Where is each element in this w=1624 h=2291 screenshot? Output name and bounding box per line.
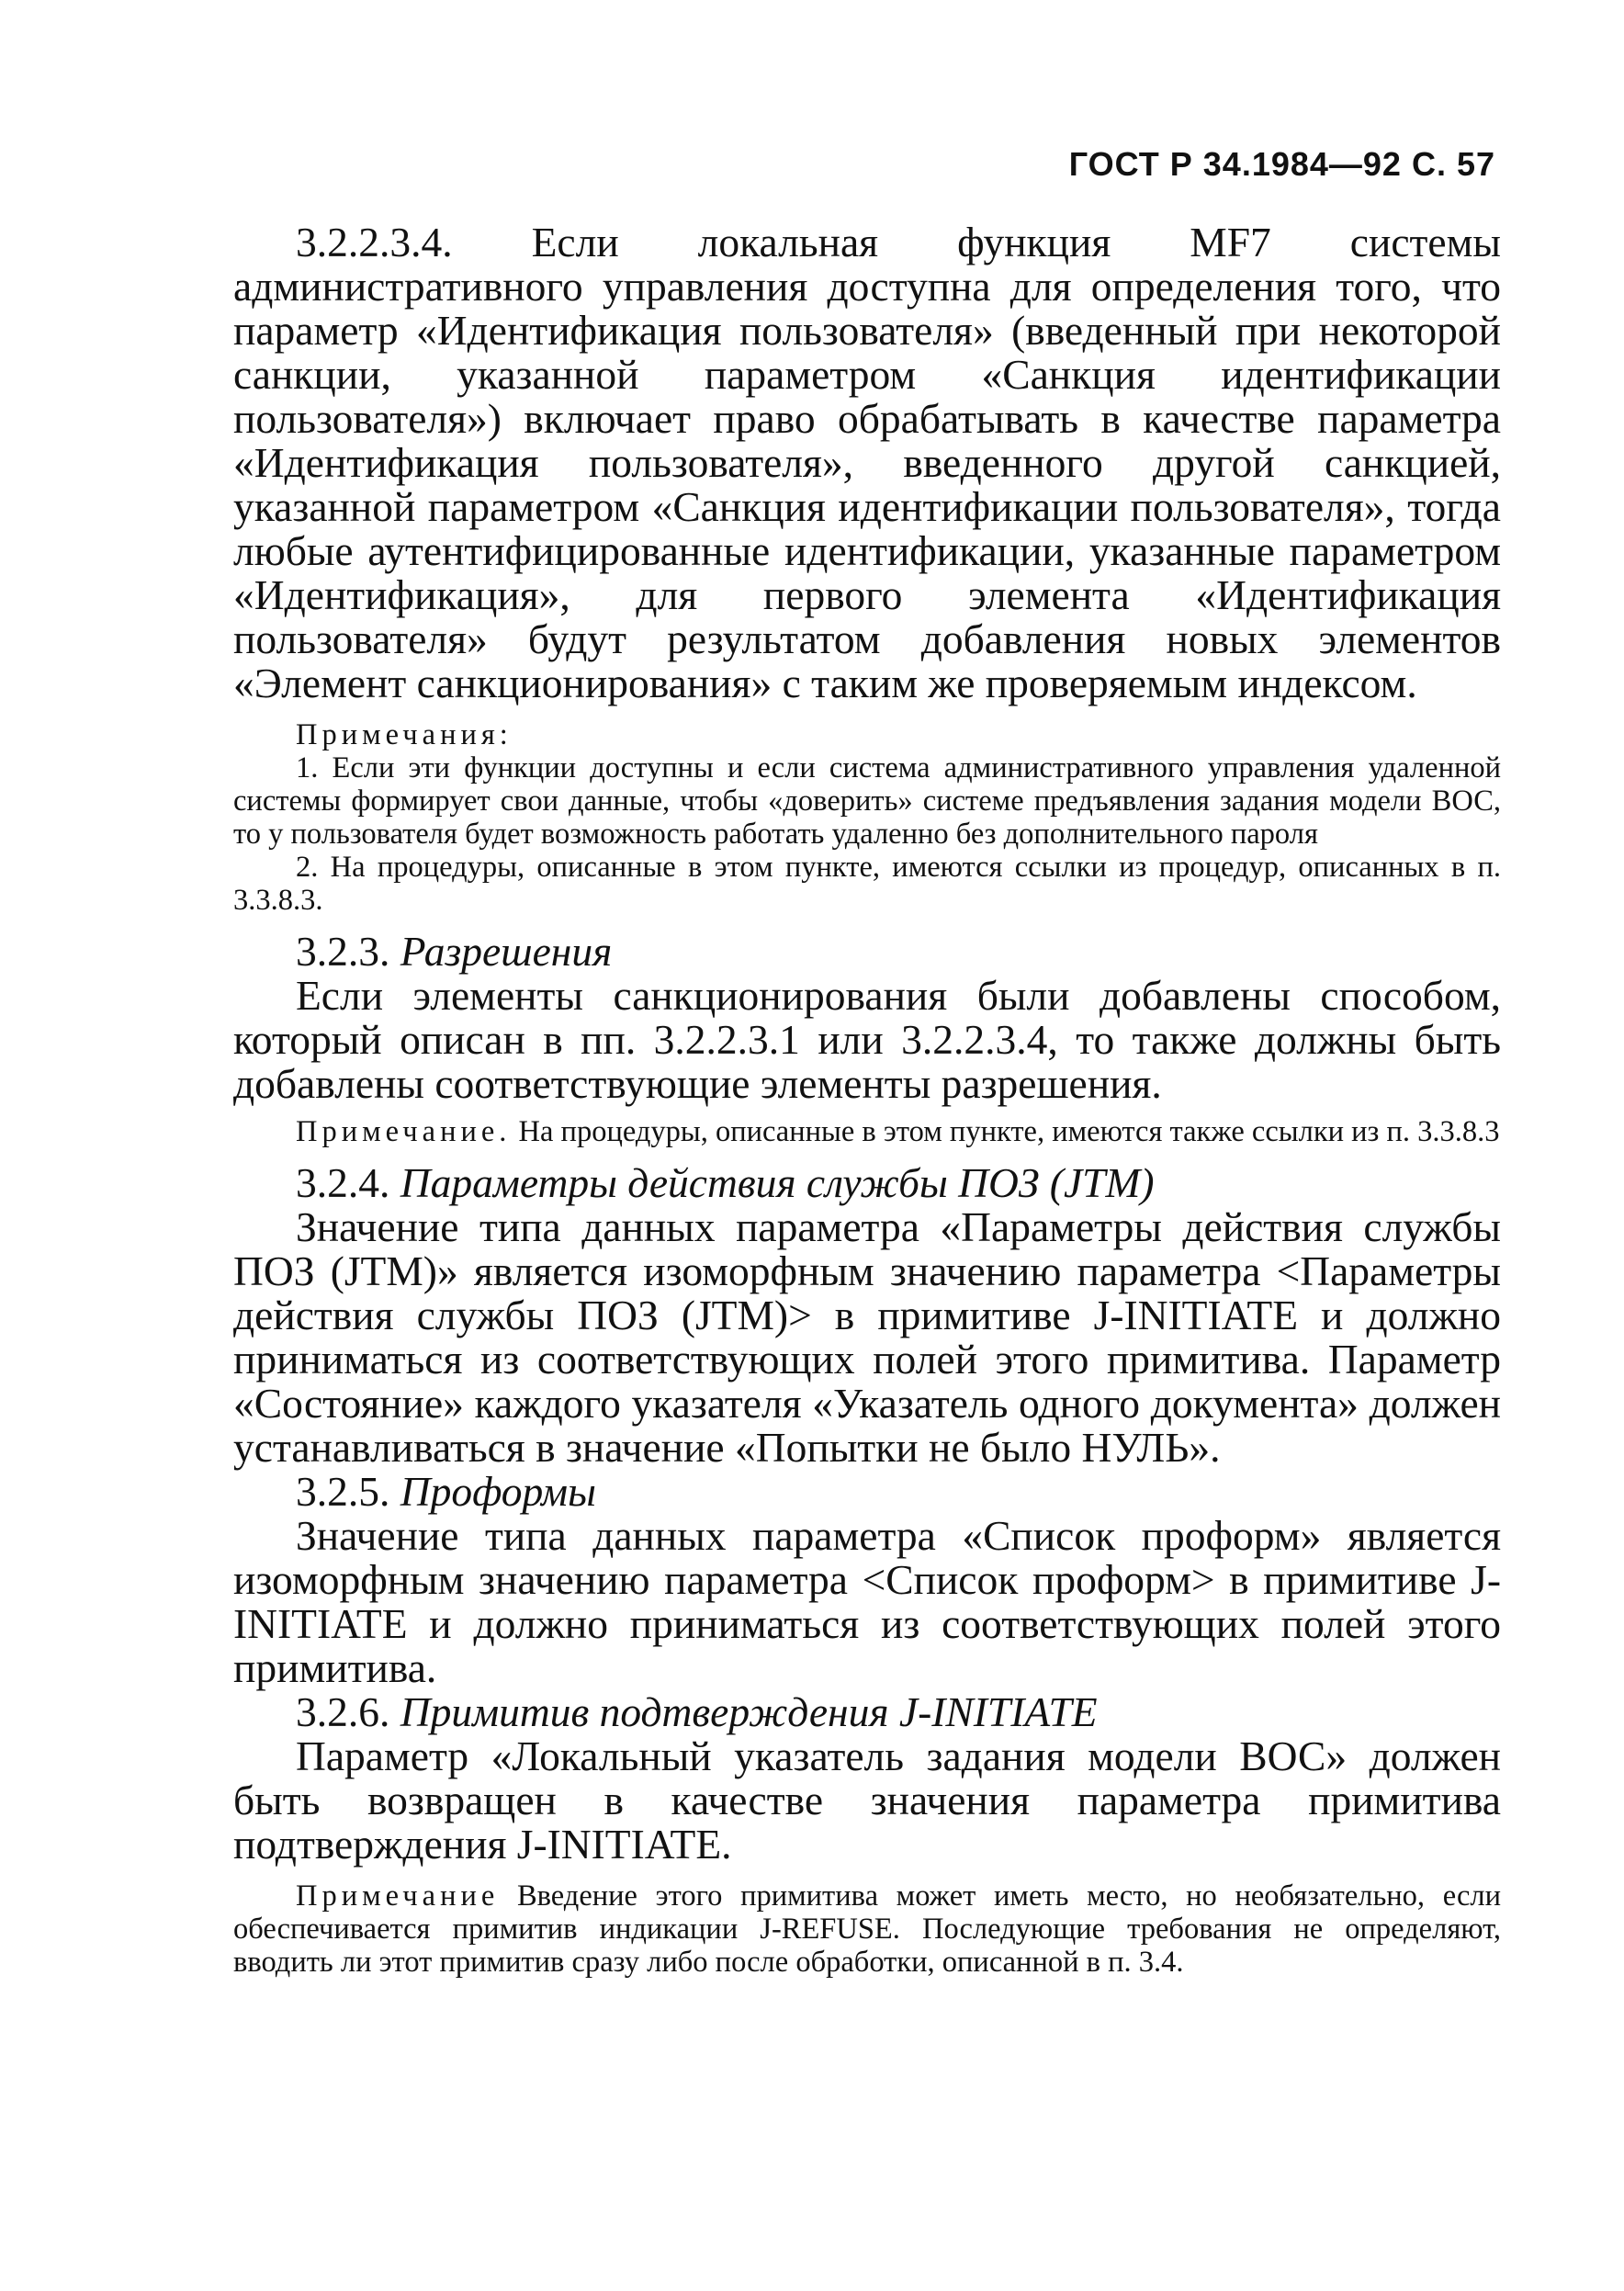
note-1: 1. Если эти функции доступны и если система административного управления удаленной системы формирует свои данные, чтобы «доверить» системе предъявления задания модели ВОС, то у пользователя будет возможность работать удаленно без дополнительного пароля bbox=[233, 751, 1501, 851]
paragraph-3-2-5: Значение типа данных параметра «Список проформ» является изоморфным значению параметра <Список проформ> в примитиве J-INITIATE и должно приниматься из соответствующих полей этого примитива. bbox=[233, 1512, 1501, 1691]
section-number: 3.2.4. bbox=[296, 1159, 390, 1206]
notes-label-text: Примечания: bbox=[296, 718, 513, 751]
section-title: Разрешения bbox=[400, 928, 613, 975]
notes-label bbox=[233, 718, 1501, 751]
section-title: Примитив подтверждения J-INITIATE bbox=[400, 1688, 1098, 1735]
section-heading-3-2-6 bbox=[233, 1690, 1501, 1734]
paragraph-3-2-6: Параметр «Локальный указатель задания модели ВОС» должен быть возвращен в качестве значения параметра примитива подтверждения J-INITIATE. bbox=[233, 1732, 1501, 1868]
note-3-2-3 bbox=[233, 1115, 1501, 1148]
section-heading-3-2-5 bbox=[233, 1470, 1501, 1514]
note-text: На процедуры, описанные в этом пункте, имеются также ссылки из п. 3.3.8.3 bbox=[518, 1115, 1500, 1148]
section-title: Проформы bbox=[400, 1468, 596, 1515]
section-number: 3.2.3. bbox=[296, 928, 390, 975]
paragraph-3-2-4: Значение типа данных параметра «Параметры действия службы ПОЗ (JTM)» является изоморфным значению параметра <Параметры действия службы ПОЗ (JTM)> в примитиве J-INITIATE и должно приниматься из соответствующих полей этого примитива. Параметр «Состояние» каждого указателя «Указатель одного документа» должен устанавливаться в значение «Попытки не было НУЛЬ». bbox=[233, 1203, 1501, 1471]
note-text: Введение этого примитива может иметь место, но необязательно, если обеспечивается примитив индикации J-REFUSE. Последующие требования не определяют, вводить ли этот примитив сразу либо после обработки, описанной в п. 3.4. bbox=[233, 1879, 1502, 1979]
section-heading-3-2-4 bbox=[233, 1161, 1501, 1205]
section-heading-3-2-3 bbox=[233, 930, 1501, 974]
section-number: 3.2.6. bbox=[296, 1688, 390, 1735]
note-label: Примечание bbox=[296, 1879, 500, 1913]
note-2: 2. На процедуры, описанные в этом пункте, имеются ссылки из процедур, описанных в п. 3.3.8.3. bbox=[233, 851, 1501, 917]
paragraph-3-2-3: Если элементы санкционирования были добавлены способом, который описан в пп. 3.2.2.3.1 или 3.2.2.3.4, то также должны быть добавлены соответствующие элементы разрешения. bbox=[233, 972, 1501, 1107]
page-header: ГОСТ Р 34.1984—92 С. 57 bbox=[1068, 145, 1495, 183]
note-3-2-6 bbox=[233, 1879, 1501, 1979]
note-label: Примечание. bbox=[296, 1115, 512, 1148]
section-number: 3.2.5. bbox=[296, 1468, 390, 1515]
paragraph-3-2-2-3-4: 3.2.2.3.4. Если локальная функция MF7 системы административного управления доступна для определения того, что параметр «Идентификация пользователя» (введенный при некоторой санкции, указанной параметром «Санкция идентификации пользователя») включает право обрабатывать в качестве параметра «Идентификация пользователя», введенного другой санкцией, указанной параметром «Санкция идентификации пользователя», тогда любые аутентифицированные идентификации, указанные параметром «Идентификация», для первого элемента «Идентификация пользователя» будут результатом добавления новых элементов «Элемент санкционирования» с таким же проверяемым индексом. bbox=[233, 219, 1501, 706]
page-content bbox=[233, 220, 1501, 1979]
section-title: Параметры действия службы ПОЗ (JTM) bbox=[400, 1159, 1155, 1206]
